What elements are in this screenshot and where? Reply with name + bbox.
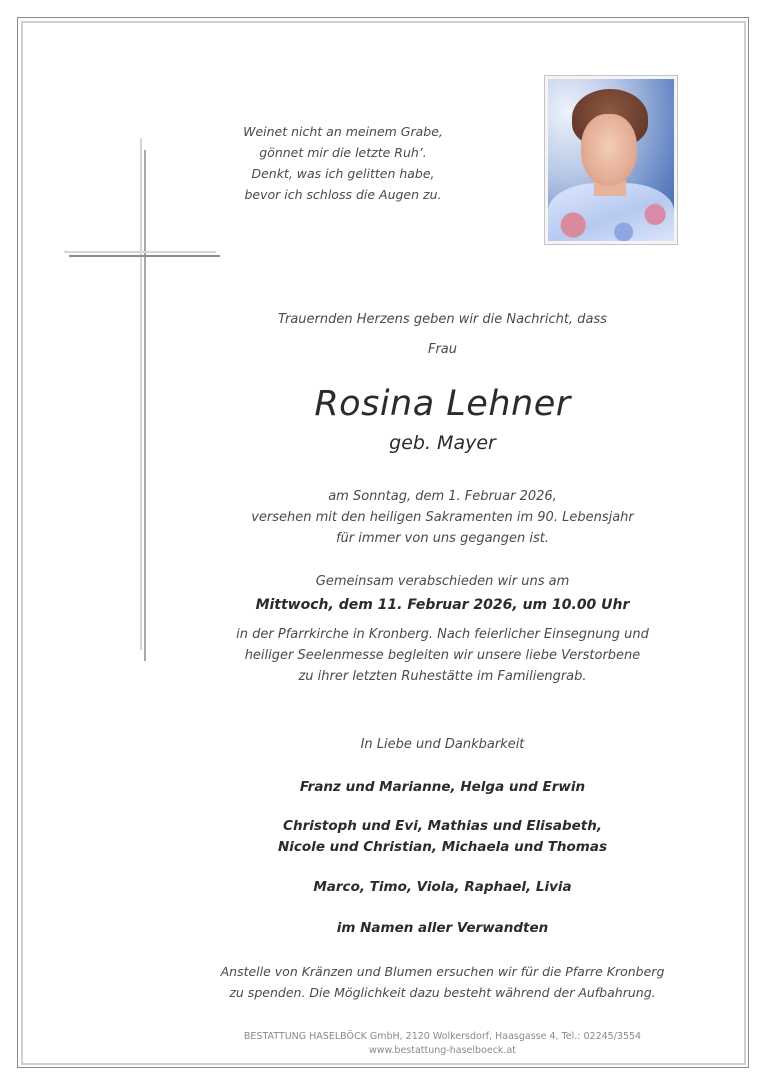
death-line: für immer von uns gegangen ist.	[335, 531, 550, 546]
salutation: Frau	[427, 342, 458, 357]
portrait-face	[581, 114, 637, 186]
mourner-group	[160, 777, 725, 798]
funeral-details	[160, 624, 725, 687]
website-link[interactable]: www.bestattung-haselboeck.at	[368, 1045, 517, 1056]
death-line: versehen mit den heiligen Sakramenten im 90. Lebensjahr	[251, 510, 634, 525]
portrait-photo	[544, 75, 678, 245]
cross-horizontal-light	[64, 251, 216, 253]
poem-line: Denkt, was ich gelitten habe,	[251, 166, 435, 181]
donation-line: zu spenden. Die Möglichkeit dazu besteht während der Aufbahrung.	[229, 985, 656, 1000]
maiden-name: geb. Mayer	[389, 432, 496, 454]
mourner-line: Christoph und Evi, Mathias und Elisabeth,	[283, 818, 602, 834]
cross-horizontal-dark	[69, 255, 220, 257]
portrait-image	[548, 79, 674, 241]
mourner-line: Marco, Timo, Viola, Raphael, Livia	[313, 879, 572, 895]
memorial-poem	[228, 121, 458, 205]
donation-line: Anstelle von Kränzen und Blumen ersuchen wir für die Pfarre Kronberg	[220, 964, 665, 979]
cross-vertical-dark	[144, 150, 146, 661]
mourner-group	[160, 816, 725, 858]
cross-vertical-light	[140, 138, 142, 650]
mourner-line: im Namen aller Verwandten	[336, 920, 549, 936]
company-info: BESTATTUNG HASELBÖCK GmbH, 2120 Wolkersdorf, Haasgasse 4, Tel.: 02245/3554	[243, 1031, 642, 1042]
closing-phrase: In Liebe und Dankbarkeit	[360, 737, 525, 752]
poem-line: Weinet nicht an meinem Grabe,	[243, 124, 443, 139]
funeral-detail-line: zu ihrer letzten Ruhestätte im Familiengrab.	[298, 669, 587, 684]
funeral-detail-line: in der Pfarrkirche in Kronberg. Nach feierlicher Einsegnung und	[236, 627, 649, 642]
mourner-line: Franz und Marianne, Helga und Erwin	[299, 779, 586, 795]
funeral-detail-line: heiliger Seelenmesse begleiten wir unsere liebe Verstorbene	[244, 648, 641, 663]
death-line: am Sonntag, dem 1. Februar 2026,	[328, 489, 557, 504]
donation-note	[160, 961, 725, 1003]
funeral-lead: Gemeinsam verabschieden wir uns am	[315, 574, 570, 589]
funeral-datetime: Mittwoch, dem 11. Februar 2026, um 10.00 Uhr	[255, 597, 630, 613]
funeral-home-footer	[160, 1030, 725, 1058]
death-notice	[160, 486, 725, 549]
mourner-group	[160, 877, 725, 898]
mourner-group	[160, 918, 725, 939]
mourner-line: Nicole und Christian, Michaela und Thomas	[277, 839, 607, 855]
deceased-name: Rosina Lehner	[314, 384, 571, 424]
poem-line: gönnet mir die letzte Ruh’.	[259, 145, 427, 160]
intro-text: Trauernden Herzens geben wir die Nachricht, dass	[278, 312, 607, 327]
poem-line: bevor ich schloss die Augen zu.	[244, 187, 442, 202]
